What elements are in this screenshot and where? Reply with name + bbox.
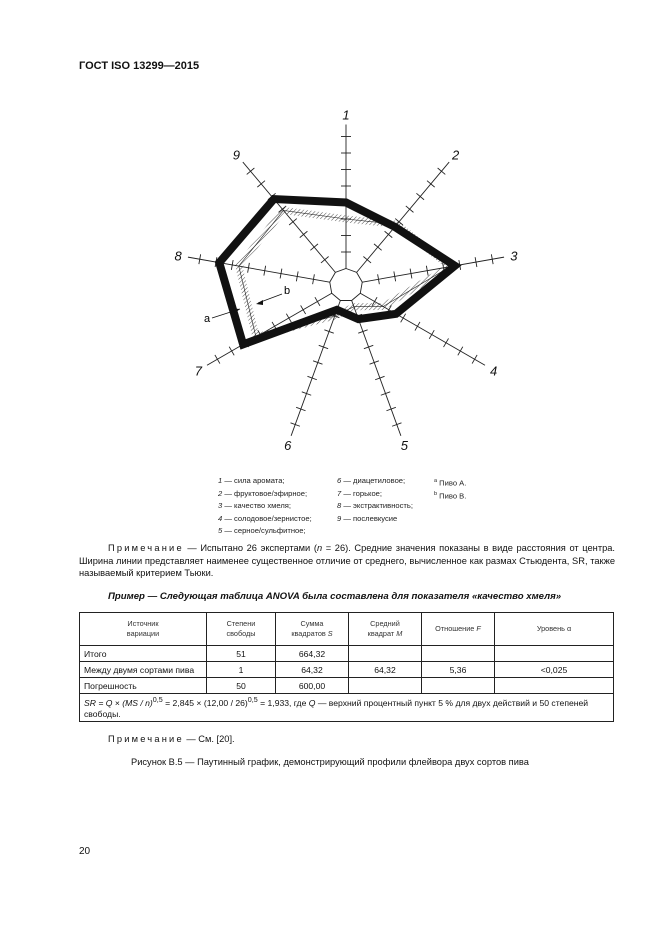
- series-b-band: [239, 210, 450, 337]
- axis-tick: [247, 168, 255, 174]
- axis-label-2: 2: [451, 147, 460, 163]
- table-cell: [422, 646, 495, 662]
- axis-tick: [406, 206, 414, 212]
- legend-item-7: 7 — горькое;: [337, 488, 383, 498]
- header-sum-squares: Сумма квадратов S: [276, 613, 349, 646]
- legend-item-3: 3 — качество хмеля;: [218, 501, 291, 511]
- table-cell: 5,36: [422, 662, 495, 678]
- legend-item-4: 4 — солодовое/зернистое;: [218, 513, 312, 523]
- table-cell: Погрешность: [80, 678, 207, 694]
- axis-label-5: 5: [400, 438, 408, 454]
- table-cell: 51: [207, 646, 276, 662]
- axis-tick: [374, 244, 382, 250]
- axis-tick: [472, 355, 477, 364]
- legend-series-b: $^b$ Пиво В.: [434, 490, 467, 501]
- axis-tick: [429, 330, 434, 339]
- axis-label-4: 4: [490, 363, 498, 379]
- table-row: [80, 678, 614, 694]
- table-cell: [495, 646, 614, 662]
- figure-note: Примечание — Испытано 26 экспертами (n = 26). Средние значения показаны в виде расстояния от центра. Ширина линии представляет наименее существенное отличие от среднего, вычисленное как размах Стьюдента, SR, также называемый критерием Тьюки.: [79, 543, 615, 579]
- table-cell: 64,32: [276, 662, 349, 678]
- axis-label-9: 9: [232, 147, 241, 163]
- table-cell: 64,32: [349, 662, 422, 678]
- legend-item-1: 1 — сила аромата;: [218, 476, 285, 485]
- axis-tick: [229, 347, 234, 356]
- axis-label-8: 8: [174, 248, 182, 264]
- header-alpha: Уровень α: [495, 613, 614, 646]
- axis-tick: [257, 181, 265, 187]
- axis-tick: [301, 305, 306, 314]
- table-cell: [422, 678, 495, 694]
- legend-series-a: $^a$ Пиво А.: [434, 478, 467, 488]
- axis-tick: [363, 257, 371, 263]
- table-note: SR = Q × (MS / n)$^{0,5}$ = 2,845 × (12,00 / 26)$^{0,5}$ = 1,933, где Q — верхний процентный пункт 5 % для двух действий и 50 степеней свободы.: [80, 694, 614, 722]
- axis-tick: [415, 322, 420, 331]
- header-mean-square: Средний квадрат M: [349, 613, 422, 646]
- table-cell: <0,025: [495, 662, 614, 678]
- table-header-row: [80, 613, 614, 646]
- axis-tick: [289, 219, 297, 225]
- axis-tick: [416, 193, 424, 199]
- table-footnote: Примечание — См. [20].: [108, 734, 235, 744]
- axis-label-6: 6: [284, 438, 292, 454]
- document-header: ГОСТ ISO 13299—2015: [79, 60, 200, 72]
- table-cell: 664,32: [276, 646, 349, 662]
- callout-b-arrowhead: [256, 300, 263, 305]
- axis-tick: [300, 231, 308, 237]
- axis-tick: [427, 181, 435, 187]
- axis-label-1: 1: [342, 107, 350, 123]
- table-cell: [495, 678, 614, 694]
- table-row: [80, 662, 614, 678]
- legend-item-2: 2 — фруктовое/эфирное;: [218, 488, 308, 498]
- header-df: Степени свободы: [207, 613, 276, 646]
- header-source: Источник вариации: [80, 613, 207, 646]
- axis-tick: [215, 355, 220, 364]
- table-cell: 1: [207, 662, 276, 678]
- callout-a-label: a: [204, 313, 211, 325]
- table-cell: [349, 678, 422, 694]
- table-cell: [349, 646, 422, 662]
- legend-item-9: 9 — послевкусие: [337, 513, 398, 523]
- figure-caption: Рисунок В.5 — Паутинный график, демонстрирующий профили флейвора двух сортов пива: [131, 757, 529, 767]
- inner-nonagon: [330, 269, 362, 301]
- table-cell: 600,00: [276, 678, 349, 694]
- axis-label-3: 3: [510, 248, 518, 264]
- header-f-ratio: Отношение F: [422, 613, 495, 646]
- table-cell: 50: [207, 678, 276, 694]
- callout-b-label: b: [284, 285, 291, 297]
- legend-item-5: 5 — серное/сульфитное;: [218, 526, 306, 536]
- legend-item-6: 6 — диацетиловое;: [337, 476, 406, 485]
- table-cell: Между двумя сортами пива: [80, 662, 207, 678]
- table-note-row: [80, 694, 614, 722]
- table-row: [80, 646, 614, 662]
- anova-table: [79, 612, 614, 722]
- axis-tick: [385, 231, 393, 237]
- page-number: 20: [79, 846, 91, 857]
- axis-tick: [401, 314, 406, 323]
- axis-line-8: [188, 257, 330, 282]
- axis-label-7: 7: [194, 363, 202, 379]
- example-heading: Пример — Следующая таблица ANOVA была составлена для показателя «качество хмеля»: [108, 591, 562, 602]
- axis-line-7: [207, 293, 332, 365]
- axis-tick: [444, 338, 449, 347]
- axis-tick: [458, 347, 463, 356]
- axis-tick: [321, 257, 329, 263]
- axis-tick: [310, 244, 318, 250]
- legend-item-8: 8 — экстрактивность;: [337, 501, 413, 511]
- axis-tick: [438, 168, 446, 174]
- axis-tick: [286, 314, 291, 323]
- axis-tick: [315, 297, 320, 306]
- table-cell: Итого: [80, 646, 207, 662]
